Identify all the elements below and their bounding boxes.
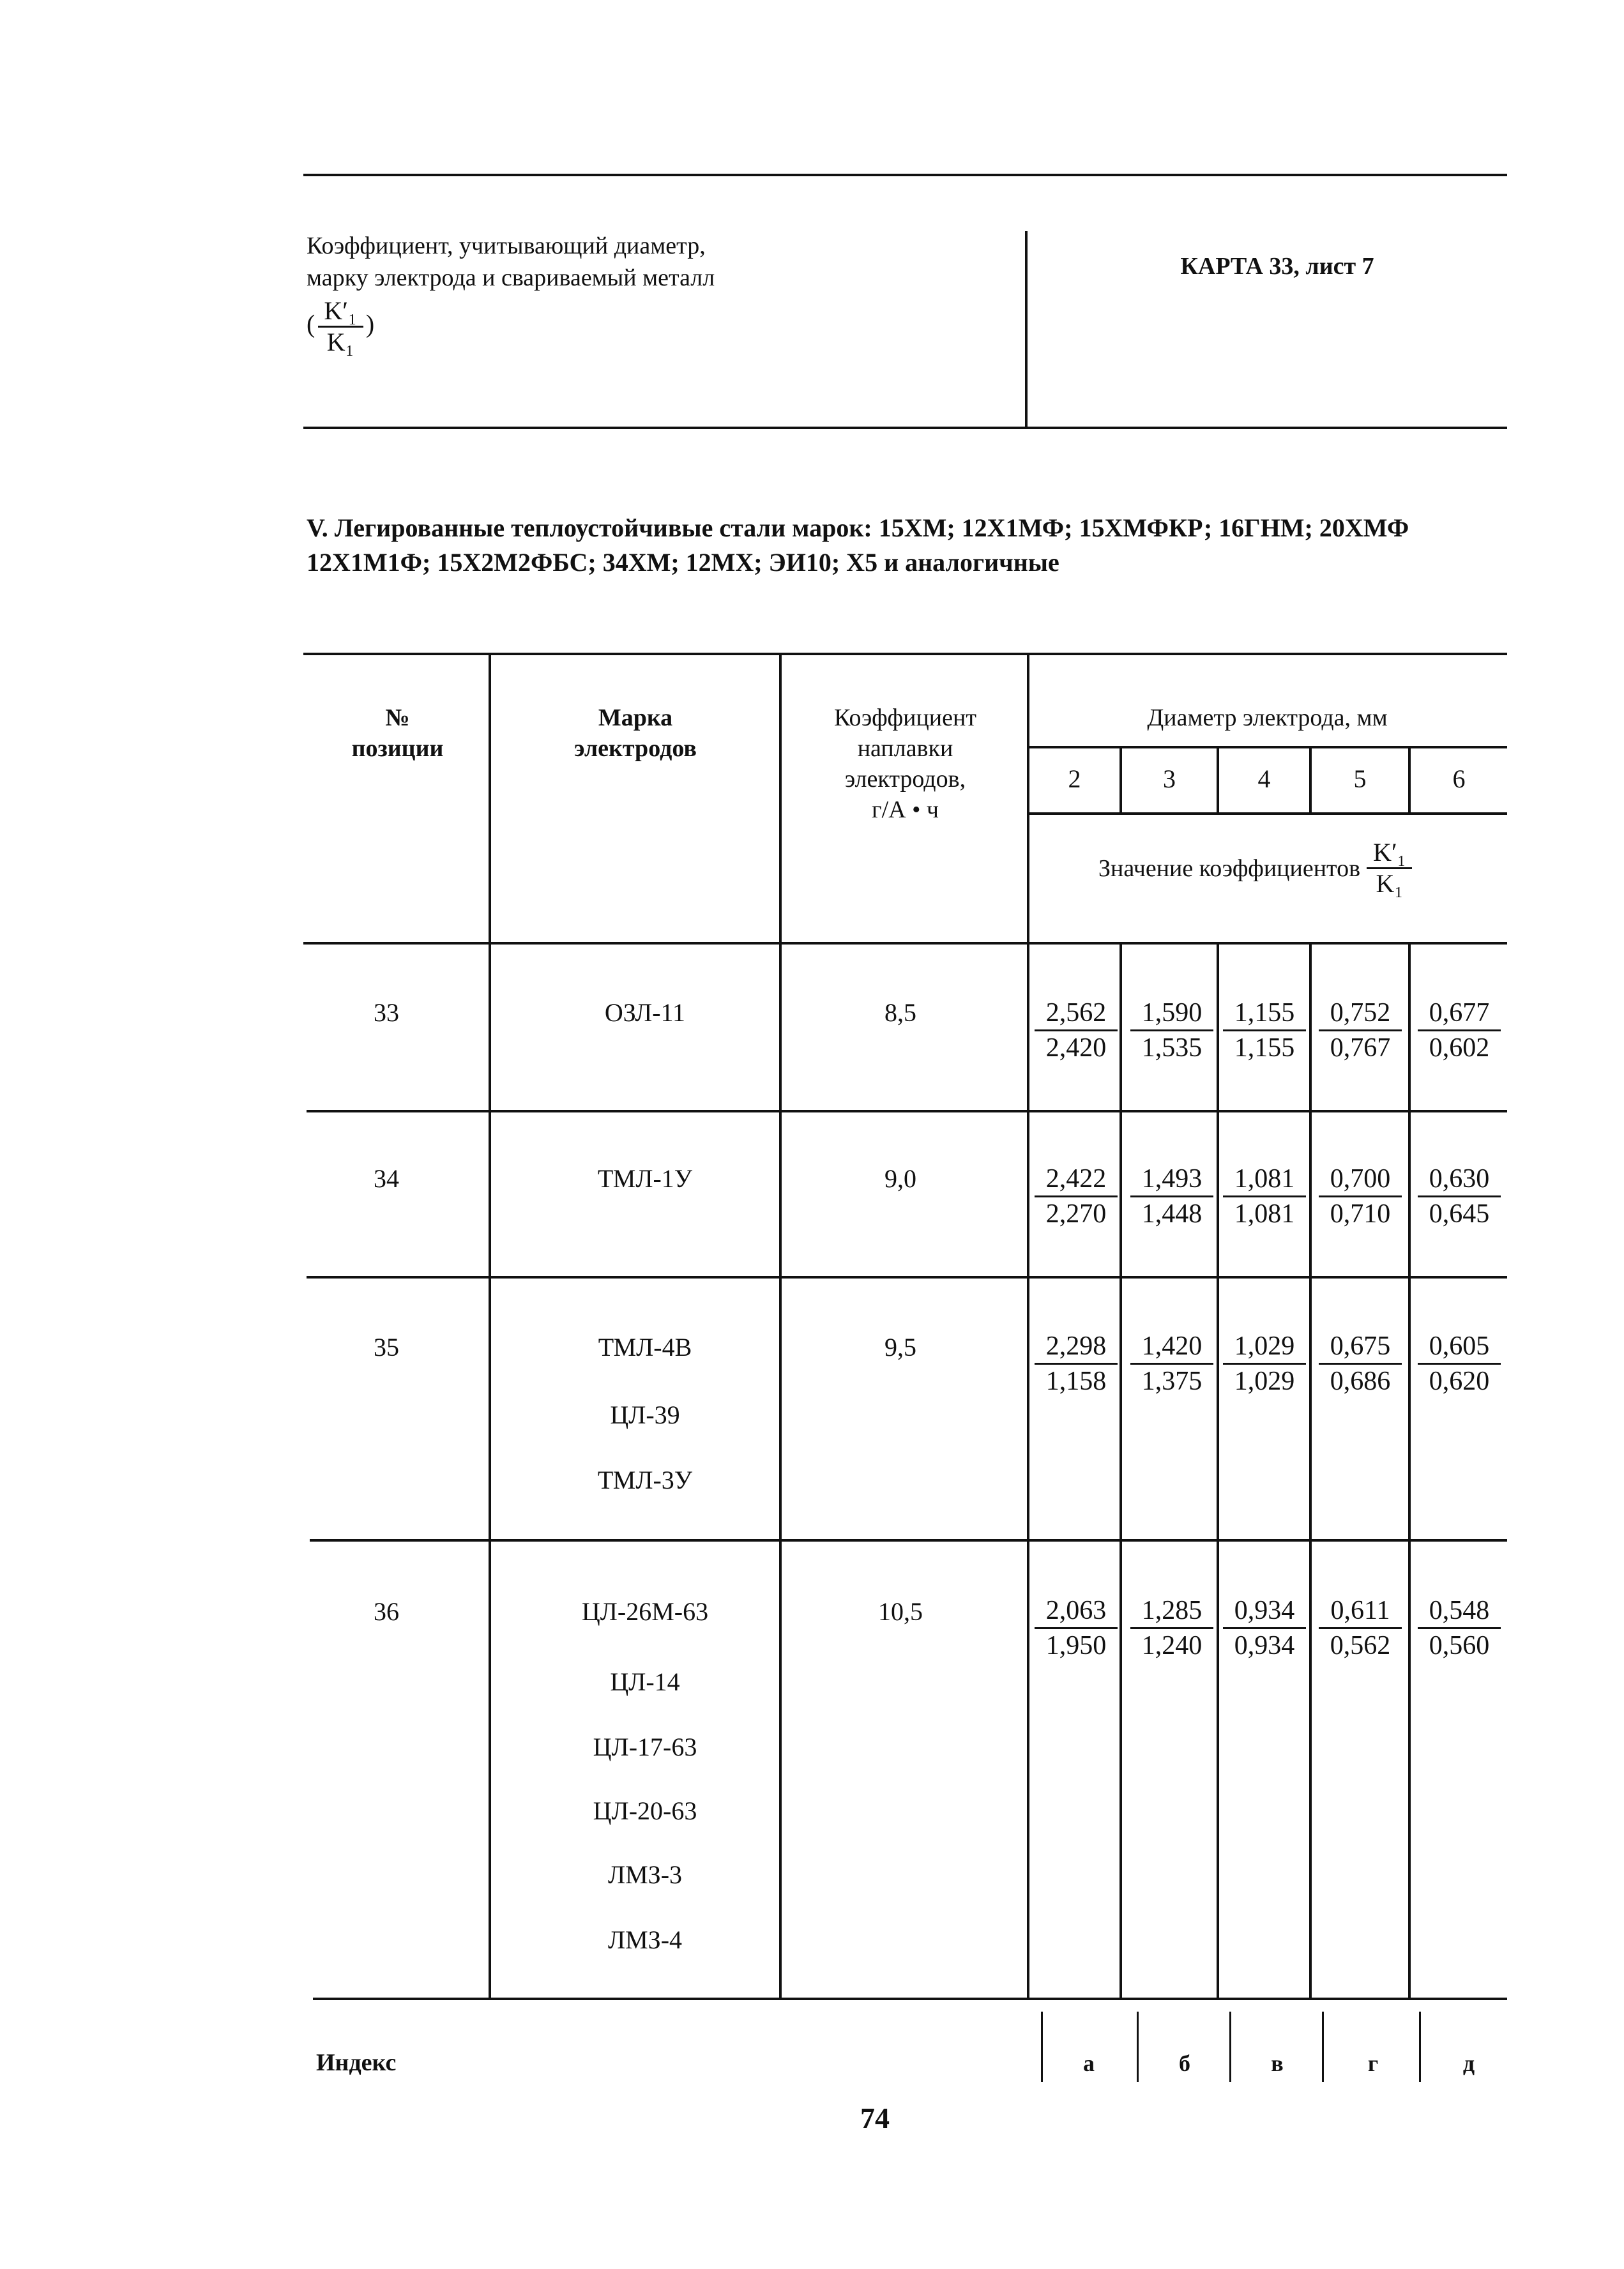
row-35-d6-den: 0,620 bbox=[1429, 1367, 1490, 1396]
row-33-d6-den: 0,602 bbox=[1429, 1033, 1490, 1063]
row-33-d2 bbox=[1028, 996, 1124, 1065]
header-divider bbox=[1025, 231, 1028, 428]
row-34-coefficient: 9,0 bbox=[884, 1164, 916, 1193]
row-33-d5-num: 0,752 bbox=[1319, 996, 1402, 1031]
index-g: г bbox=[1367, 2051, 1379, 2076]
diameter-3: 3 bbox=[1163, 764, 1176, 793]
row-33-d2-den: 2,420 bbox=[1045, 1033, 1107, 1063]
row-33-d5 bbox=[1312, 996, 1408, 1065]
row-34-d3-den: 1,448 bbox=[1141, 1199, 1203, 1229]
row-35-d5-den: 0,686 bbox=[1330, 1367, 1391, 1396]
header-bottom-rule bbox=[303, 427, 1507, 429]
index-d: д bbox=[1462, 2051, 1475, 2076]
index-v: в bbox=[1271, 2051, 1284, 2076]
row-35-d3 bbox=[1124, 1330, 1220, 1398]
header-title-line2: марку электрода и свариваемый металл bbox=[307, 264, 715, 291]
row-35-position: 35 bbox=[374, 1333, 399, 1362]
row-35-d6-num: 0,605 bbox=[1418, 1330, 1501, 1365]
col-header-brand-l2: электродов bbox=[574, 735, 697, 762]
row-36-d5-den: 0,562 bbox=[1330, 1631, 1391, 1660]
diameter-4: 4 bbox=[1257, 764, 1271, 793]
row-34-d2-den: 2,270 bbox=[1045, 1199, 1107, 1229]
formula-denominator: K₁ bbox=[318, 326, 363, 357]
col-header-coefficient bbox=[782, 702, 1028, 825]
row-35-coefficient: 9,5 bbox=[884, 1333, 916, 1362]
row-35-brand-1: ТМЛ-4В bbox=[598, 1333, 692, 1362]
col-header-brand-l1: Марка bbox=[598, 704, 673, 731]
row-36-d5-num: 0,611 bbox=[1319, 1594, 1402, 1629]
value-numerator: K′₁ bbox=[1373, 838, 1406, 867]
row-34-brand-1: ТМЛ-1У bbox=[597, 1164, 693, 1193]
col-line-4-body bbox=[1119, 942, 1122, 1999]
header-top-rule bbox=[303, 174, 1507, 176]
row-36-d3 bbox=[1124, 1594, 1220, 1662]
row-36-brand-2: ЦЛ-14 bbox=[610, 1667, 680, 1696]
row-36-d5 bbox=[1312, 1594, 1408, 1662]
row-34-d5-num: 0,700 bbox=[1319, 1162, 1402, 1197]
value-label-text: Значение коэффициентов bbox=[1098, 854, 1361, 882]
row-35-brand-2: ЦЛ-39 bbox=[610, 1400, 680, 1429]
row-33-d3 bbox=[1124, 996, 1220, 1065]
row-34-d4 bbox=[1217, 1162, 1312, 1231]
col-header-coef-l2: наплавки bbox=[857, 735, 953, 762]
row-36-brand-6: ЛМЗ-4 bbox=[607, 1925, 683, 1954]
card-label: КАРТА 33, лист 7 bbox=[1180, 253, 1374, 280]
row-33-d4 bbox=[1217, 996, 1312, 1065]
index-label: Индекс bbox=[316, 2049, 397, 2076]
row-33-d3-num: 1,590 bbox=[1130, 996, 1213, 1031]
row-35-d2 bbox=[1028, 1330, 1124, 1398]
row-33-position: 33 bbox=[374, 998, 399, 1027]
row-35-d3-den: 1,375 bbox=[1141, 1367, 1203, 1396]
row-33-d3-den: 1,535 bbox=[1141, 1033, 1203, 1063]
row-36-coefficient: 10,5 bbox=[878, 1597, 923, 1626]
row-sep-33 bbox=[307, 1110, 1507, 1112]
row-35-d6 bbox=[1411, 1330, 1507, 1398]
col-line-5-body bbox=[1217, 942, 1219, 1999]
row-34-d5 bbox=[1312, 1162, 1408, 1231]
row-35-d5-num: 0,675 bbox=[1319, 1330, 1402, 1365]
row-33-d2-num: 2,562 bbox=[1035, 996, 1118, 1031]
diameter-2: 2 bbox=[1068, 764, 1081, 793]
row-sep-34 bbox=[307, 1276, 1507, 1279]
row-36-d6-num: 0,548 bbox=[1418, 1594, 1501, 1629]
row-36-d3-den: 1,240 bbox=[1141, 1631, 1203, 1660]
row-35-d3-num: 1,420 bbox=[1130, 1330, 1213, 1365]
row-33-coefficient: 8,5 bbox=[884, 998, 916, 1027]
row-36-d2-num: 2,063 bbox=[1035, 1594, 1118, 1629]
section-title bbox=[307, 511, 1520, 580]
header-body-rule bbox=[303, 942, 1507, 945]
col-line-3 bbox=[1027, 653, 1029, 1999]
row-36-brand-1: ЦЛ-26М-63 bbox=[581, 1597, 709, 1626]
col-header-position-l2: позиции bbox=[351, 735, 444, 762]
diam-values-rule bbox=[1028, 812, 1507, 815]
row-36-d6 bbox=[1411, 1594, 1507, 1662]
row-33-d5-den: 0,767 bbox=[1330, 1033, 1391, 1063]
col-line-1 bbox=[489, 653, 491, 1999]
row-36-d4-den: 0,934 bbox=[1234, 1631, 1295, 1660]
value-label-fraction bbox=[1364, 838, 1415, 899]
row-35-d4-den: 1,029 bbox=[1234, 1367, 1295, 1396]
row-34-d4-num: 1,081 bbox=[1223, 1162, 1306, 1197]
col-header-diameter: Диаметр электрода, мм bbox=[1147, 704, 1388, 731]
header-formula bbox=[307, 296, 1009, 357]
col-header-coef-l4: г/А • ч bbox=[871, 796, 939, 823]
row-33-d6 bbox=[1411, 996, 1507, 1065]
index-b: б bbox=[1179, 2051, 1190, 2076]
diameter-5: 5 bbox=[1353, 764, 1367, 793]
row-33-brand-1: ОЗЛ-11 bbox=[604, 998, 686, 1027]
row-36-d2-den: 1,950 bbox=[1045, 1631, 1107, 1660]
row-34-d3-num: 1,493 bbox=[1130, 1162, 1213, 1197]
page-number: 74 bbox=[860, 2102, 890, 2134]
row-34-position: 34 bbox=[374, 1164, 399, 1193]
row-34-d5-den: 0,710 bbox=[1330, 1199, 1391, 1229]
diam-sub-rule bbox=[1028, 746, 1507, 748]
row-33-d4-den: 1,155 bbox=[1234, 1033, 1295, 1063]
row-35-d2-num: 2,298 bbox=[1035, 1330, 1118, 1365]
paren-open: ( bbox=[307, 309, 315, 338]
formula-numerator: K′₁ bbox=[324, 296, 357, 325]
table-bottom-rule bbox=[313, 1998, 1507, 2000]
row-34-d2 bbox=[1028, 1162, 1124, 1231]
row-34-d2-num: 2,422 bbox=[1035, 1162, 1118, 1197]
row-36-brand-3: ЦЛ-17-63 bbox=[593, 1733, 697, 1761]
row-35-brand-3: ТМЛ-3У bbox=[597, 1466, 693, 1494]
row-36-brand-4: ЦЛ-20-63 bbox=[593, 1796, 697, 1825]
table-top-rule bbox=[303, 653, 1507, 655]
col-header-position-l1: № bbox=[385, 704, 410, 731]
col-line-2 bbox=[779, 653, 782, 1999]
section-title-line1: V. Легированные теплоустойчивые стали марок: 15ХМ; 12Х1МФ; 15ХМФКР; 16ГНМ; 20ХМФ bbox=[307, 513, 1409, 542]
col-line-7-body bbox=[1408, 942, 1411, 1999]
row-36-brand-5: ЛМЗ-3 bbox=[607, 1860, 683, 1889]
row-34-d3 bbox=[1124, 1162, 1220, 1231]
row-33-d4-num: 1,155 bbox=[1223, 996, 1306, 1031]
row-35-d4-num: 1,029 bbox=[1223, 1330, 1306, 1365]
index-a: а bbox=[1083, 2051, 1095, 2076]
header-title-line1: Коэффициент, учитывающий диаметр, bbox=[307, 232, 706, 259]
row-35-d2-den: 1,158 bbox=[1045, 1367, 1107, 1396]
row-36-d2 bbox=[1028, 1594, 1124, 1662]
value-label bbox=[1098, 838, 1507, 899]
paren-close: ) bbox=[365, 309, 375, 338]
row-35-d5 bbox=[1312, 1330, 1408, 1398]
value-denominator: K₁ bbox=[1367, 867, 1412, 899]
row-33-d6-num: 0,677 bbox=[1418, 996, 1501, 1031]
row-35-d4 bbox=[1217, 1330, 1312, 1398]
row-36-d4 bbox=[1217, 1594, 1312, 1662]
col-line-6-body bbox=[1309, 942, 1312, 1999]
row-36-position: 36 bbox=[374, 1597, 399, 1626]
diameter-6: 6 bbox=[1452, 764, 1466, 793]
row-34-d6-num: 0,630 bbox=[1418, 1162, 1501, 1197]
header-title bbox=[307, 230, 1009, 357]
row-34-d6 bbox=[1411, 1162, 1507, 1231]
row-34-d6-den: 0,645 bbox=[1429, 1199, 1490, 1229]
section-title-line2: 12Х1М1Ф; 15Х2М2ФБС; 34ХМ; 12МХ; ЭИ10; Х5 и аналогичные bbox=[307, 548, 1059, 577]
formula-fraction bbox=[315, 296, 366, 357]
row-36-d3-num: 1,285 bbox=[1130, 1594, 1213, 1629]
col-header-coef-l1: Коэффициент bbox=[834, 704, 976, 731]
row-36-d4-num: 0,934 bbox=[1223, 1594, 1306, 1629]
col-header-coef-l3: электродов, bbox=[844, 766, 966, 793]
row-34-d4-den: 1,081 bbox=[1234, 1199, 1295, 1229]
row-36-d6-den: 0,560 bbox=[1429, 1631, 1490, 1660]
col-header-brand bbox=[492, 702, 779, 764]
col-header-position bbox=[307, 702, 489, 764]
